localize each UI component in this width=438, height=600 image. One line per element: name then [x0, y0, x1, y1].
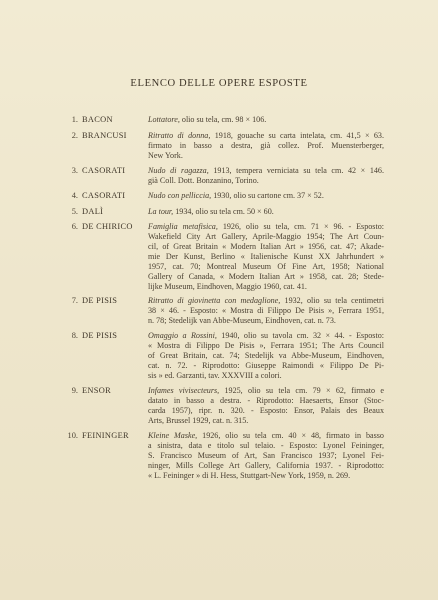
entry-line: lijke Museum, Eindhoven, Maggio 1960, cat. 41. — [148, 282, 307, 291]
artist-name: CASORATI — [82, 166, 126, 175]
entry-line: « Mostra di Filippo De Pisis », Ferrara 1951; The Arts Council — [148, 341, 384, 350]
entry-description — [148, 296, 384, 326]
page-title: ELENCO DELLE OPERE ESPOSTE — [130, 78, 308, 89]
entry-line: Lottatore, olio su tela, cm. 98 × 106. — [148, 115, 267, 124]
entry-description — [148, 222, 384, 292]
entry-description — [148, 131, 384, 161]
entry-line: carda 1957), ripr. n. 320. - Esposto: Ensor, Palais des Beaux — [148, 406, 384, 415]
entry-description — [148, 207, 384, 217]
artist-name: FEININGER — [82, 431, 129, 440]
entry-line: of Great Britain, cat. 74; Stedelijk va Abbe-Museum, Eindhoven, — [148, 351, 384, 360]
entry-description — [148, 331, 384, 381]
entry-line: « L. Feininger » di H. Hess, Stuttgart-New York, 1959, n. 269. — [148, 471, 351, 480]
entry-line: Gallery of Canada, « Modern Italian Art » 1958, cat. 28; Stede- — [148, 272, 384, 281]
entry-line: ninger, Mills College Art Gallery, California 1937. - Riprodotto: — [148, 461, 384, 470]
entry-line: cat. n. 72. - Riprodotto: Giuseppe Raimondi « Filippo De Pi- — [148, 361, 384, 370]
entry-number: 9. — [71, 386, 78, 395]
entry-line: Ritratto di donna, 1918, gouache su carta intelata, cm. 41,5 × 63. — [148, 131, 384, 140]
entry-line: Omaggio a Rossini, 1940, olio su tavola cm. 32 × 44. - Esposto: — [148, 331, 384, 340]
entry-line: Arts, Brussel 1929, cat. n. 315. — [148, 416, 249, 425]
entry-description — [148, 115, 384, 125]
entry-line: a sinistra, data e titolo sul telaio. - Esposto: Lyonel Feininger, — [148, 441, 384, 450]
entry-line: New York. — [148, 151, 183, 160]
artist-name: ENSOR — [82, 386, 111, 395]
entry-line: datato in basso a destra. - Riprodotto: Haesaerts, Ensor (Stoc- — [148, 396, 384, 405]
entry-line: sis » ed. Garzanti, tav. XXXVIII a colori. — [148, 371, 282, 380]
entry-line: firmato in basso a destra, già collez. Prof. Muensterberger, — [148, 141, 384, 150]
entry-line: cil, of Great Britain « Modern Italian Art » 1956, cat. 47; Akade- — [148, 242, 384, 251]
entry-description — [148, 191, 384, 201]
entry-number: 8. — [71, 331, 78, 340]
entry-line: Nudo con pelliccia, 1930, olio su cartone cm. 37 × 52. — [148, 191, 324, 200]
entry-number: 10. — [67, 431, 78, 440]
artist-name: BRANCUSI — [82, 131, 127, 140]
entry-description — [148, 386, 384, 426]
entry-description — [148, 166, 384, 186]
artist-name: DE CHIRICO — [82, 222, 133, 231]
artist-name: DALÌ — [82, 207, 104, 216]
entry-number: 5. — [71, 207, 78, 216]
entry-line: La tour, 1934, olio su tela cm. 50 × 60. — [148, 207, 274, 216]
entry-line: Kleine Maske, 1926, olio su tela cm. 40 × 48, firmato in basso — [148, 431, 384, 440]
entry-line: Infames vivisecteurs, 1925, olio su tela cm. 79 × 62, firmato e — [148, 386, 384, 395]
artist-name: CASORATI — [82, 191, 126, 200]
entry-line: S. Francisco Museum of Art, San Francisco 1937; Lyonel Fei- — [148, 451, 384, 460]
artwork-title: Nudo con pelliccia, — [148, 191, 212, 200]
artwork-title: Famiglia metafisica, — [148, 222, 218, 231]
artwork-title: Ritratto di donna, — [148, 131, 211, 140]
artwork-title: La tour, — [148, 207, 174, 216]
entry-description — [148, 431, 384, 481]
artwork-title: Lottatore, — [148, 115, 180, 124]
artwork-title: Kleine Maske, — [148, 431, 198, 440]
artwork-title: Ritratto di giovinetta con medaglione, — [148, 296, 281, 305]
entry-line: Famiglia metafisica, 1926, olio su tela, cm. 71 × 96. - Esposto: — [148, 222, 384, 231]
entry-line: già Coll. Dott. Bonzanino, Torino. — [148, 176, 259, 185]
entry-number: 6. — [71, 222, 78, 231]
entry-line: 1957, cat. 70; Montreal Museum Of Fine Art, 1958; National — [148, 262, 384, 271]
entry-line: mie Der Kunst, Berlino « Italienische Kunst XX Jahrhundert » — [148, 252, 384, 261]
artwork-title: Omaggio a Rossini, — [148, 331, 217, 340]
entry-number: 3. — [71, 166, 78, 175]
entry-number: 7. — [71, 296, 78, 305]
entry-number: 4. — [71, 191, 78, 200]
artwork-title: Nudo di ragazza, — [148, 166, 209, 175]
artist-name: DE PISIS — [82, 331, 118, 340]
entry-line: Ritratto di giovinetta con medaglione, 1932, olio su tela centimetri — [148, 296, 384, 305]
entry-number: 2. — [71, 131, 78, 140]
artist-name: DE PISIS — [82, 296, 118, 305]
artist-name: BACON — [82, 115, 113, 124]
entry-line: Wakefield City Art Gallery, Aprile-Maggio 1954; The Art Coun- — [148, 232, 384, 241]
entry-number: 1. — [71, 115, 78, 124]
entry-line: Nudo di ragazza, 1913, tempera verniciata su tela cm. 42 × 146. — [148, 166, 384, 175]
artwork-title: Infames vivisecteurs, — [148, 386, 220, 395]
entry-line: 38 × 46. - Esposto: « Mostra di Filippo De Pisis », Ferrara 1951, — [148, 306, 384, 315]
entry-line: n. 78; Stedelijk van Abbe-Museum, Eindhoven, cat. n. 73. — [148, 316, 336, 325]
